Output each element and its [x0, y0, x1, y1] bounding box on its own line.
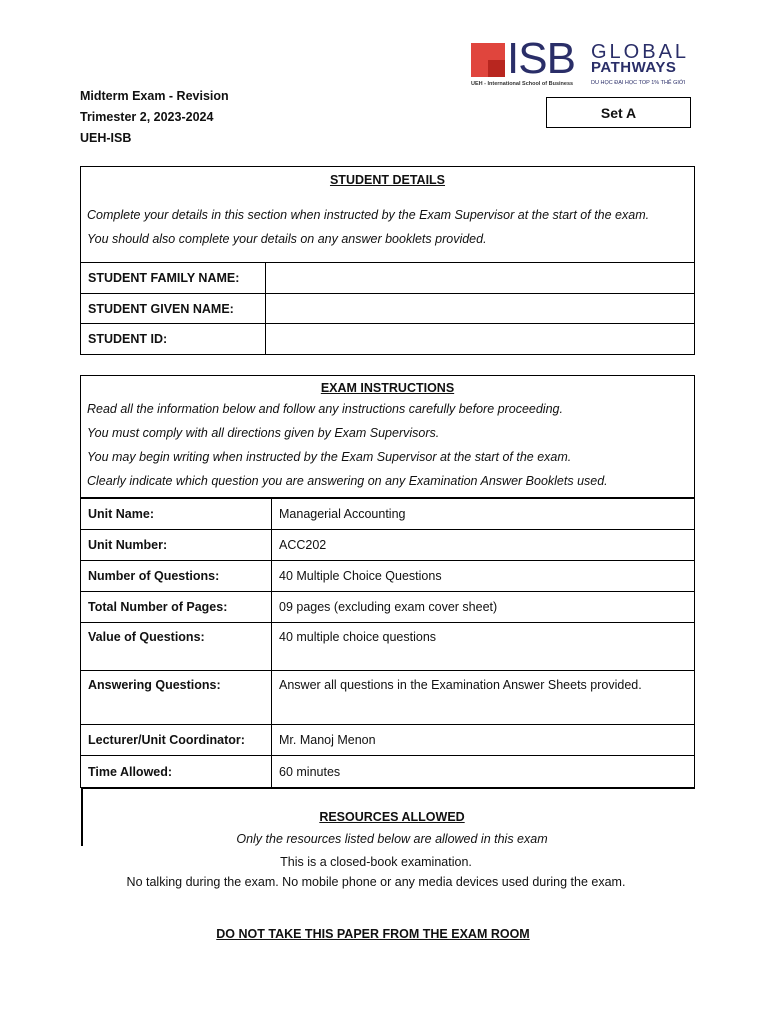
- student-family-name-field[interactable]: [266, 263, 695, 294]
- time-allowed-value: 60 minutes: [272, 756, 695, 788]
- exam-instruction-2: You must comply with all directions given by Exam Supervisors.: [87, 426, 440, 440]
- unit-name-label: Unit Name:: [81, 499, 272, 530]
- table-row: [81, 294, 695, 324]
- student-id-label: STUDENT ID:: [81, 324, 266, 355]
- set-label-box: Set A: [546, 97, 691, 128]
- isb-global-pathways-logo: [471, 34, 695, 90]
- resources-top-border: [81, 787, 695, 789]
- time-allowed-label: Time Allowed:: [81, 756, 272, 788]
- logo-ueh-caption: UEH - International School of Business: [471, 81, 574, 87]
- lecturer-value: Mr. Manoj Menon: [272, 725, 695, 756]
- resources-subtitle: Only the resources listed below are allowed in this exam: [236, 832, 548, 846]
- unit-number-label: Unit Number:: [81, 530, 272, 561]
- table-row: [81, 324, 695, 355]
- no-talking-note: No talking during the exam. No mobile phone or any media devices used during the exam.: [126, 875, 626, 889]
- answering-questions-label: Answering Questions:: [81, 671, 272, 725]
- total-pages-label: Total Number of Pages:: [81, 592, 272, 623]
- exam-instructions-box: [80, 375, 695, 498]
- exam-school: UEH-ISB: [80, 131, 132, 145]
- unit-name-value: Managerial Accounting: [272, 499, 695, 530]
- student-given-name-field[interactable]: [266, 294, 695, 324]
- do-not-take-paper-notice: DO NOT TAKE THIS PAPER FROM THE EXAM ROOM: [216, 927, 530, 941]
- lecturer-label: Lecturer/Unit Coordinator:: [81, 725, 272, 756]
- table-row: [81, 756, 695, 788]
- student-details-title: STUDENT DETAILS: [329, 173, 446, 187]
- answering-questions-value: Answer all questions in the Examination Answer Sheets provided.: [272, 671, 695, 725]
- table-row: [81, 561, 695, 592]
- exam-instruction-1: Read all the information below and follow any instructions carefully before proceeding.: [87, 402, 563, 416]
- closed-book-note: This is a closed-book examination.: [280, 855, 472, 869]
- student-details-box: [80, 166, 695, 263]
- student-details-instruction-1: Complete your details in this section when instructed by the Exam Supervisor at the start of the exam.: [87, 208, 650, 222]
- ueh-logo-mark: [471, 43, 505, 77]
- logo-duhoc-caption: DU HỌC ĐẠI HỌC TOP 1% THẾ GIỚI: [591, 80, 686, 86]
- exam-title: Midterm Exam - Revision: [80, 89, 229, 103]
- student-details-instruction-2: You should also complete your details on any answer booklets provided.: [87, 232, 487, 246]
- table-row: [81, 263, 695, 294]
- number-of-questions-label: Number of Questions:: [81, 561, 272, 592]
- exam-instruction-3: You may begin writing when instructed by the Exam Supervisor at the start of the exam.: [87, 450, 572, 464]
- student-details-table: [80, 262, 695, 355]
- exam-info-table: [80, 498, 695, 788]
- total-pages-value: 09 pages (excluding exam cover sheet): [272, 592, 695, 623]
- student-family-name-label: STUDENT FAMILY NAME:: [81, 263, 266, 294]
- table-row: [81, 671, 695, 725]
- exam-trimester: Trimester 2, 2023-2024: [80, 110, 214, 124]
- exam-header: [80, 86, 229, 149]
- table-row: [81, 623, 695, 671]
- table-row: [81, 592, 695, 623]
- exam-instruction-4: Clearly indicate which question you are answering on any Examination Answer Booklets used.: [87, 474, 608, 488]
- student-id-field[interactable]: [266, 324, 695, 355]
- logo-global-text: GLOBAL: [591, 41, 690, 63]
- table-row: [81, 725, 695, 756]
- value-of-questions-value: 40 multiple choice questions: [272, 623, 695, 671]
- logo-pathways-text: PATHWAYS: [591, 59, 677, 76]
- student-given-name-label: STUDENT GIVEN NAME:: [81, 294, 266, 324]
- table-row: [81, 530, 695, 561]
- logo-isb-text: ISB: [507, 34, 575, 83]
- exam-instructions-title: EXAM INSTRUCTIONS: [320, 381, 455, 395]
- unit-number-value: ACC202: [272, 530, 695, 561]
- value-of-questions-label: Value of Questions:: [81, 623, 272, 671]
- table-row: [81, 499, 695, 530]
- resources-title: RESOURCES ALLOWED: [319, 810, 465, 824]
- number-of-questions-value: 40 Multiple Choice Questions: [272, 561, 695, 592]
